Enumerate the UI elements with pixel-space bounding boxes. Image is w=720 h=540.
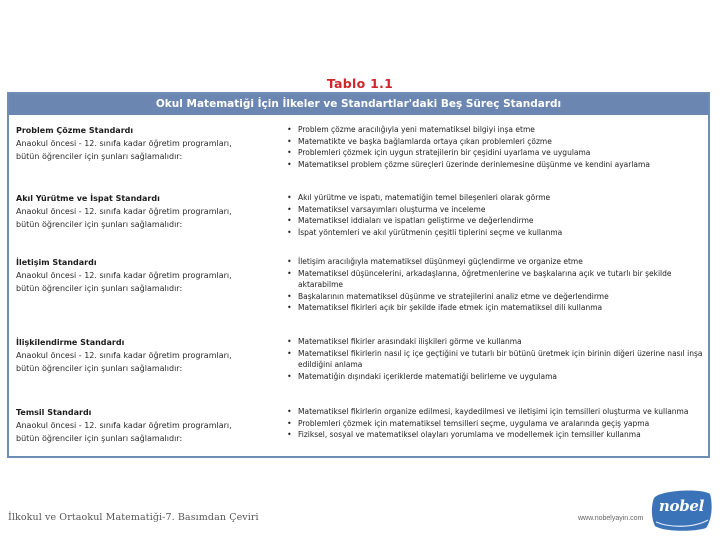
bullet-icon: •: [287, 291, 292, 301]
standard-title: Problem Çözme Standardı: [16, 126, 134, 135]
standard-desc-line: bütün öğrenciler için şunları sağlamalıdır:: [16, 364, 183, 373]
goal-item: [285, 147, 703, 159]
standard-goals-list: [285, 406, 703, 441]
goal-text: Matematiksel varsayımları oluşturma ve inceleme: [298, 204, 486, 214]
goal-text: Problemleri çözmek için matematiksel temsilleri seçme, uygulama ve aralarında geçiş yapma: [298, 418, 650, 428]
bullet-icon: •: [287, 268, 292, 278]
standard-desc-line: Anaokul öncesi - 12. sınıfa kadar öğretim programları,: [16, 271, 232, 280]
standard-desc-line: Anaokul öncesi - 12. sınıfa kadar öğretim programları,: [16, 207, 232, 216]
standard-left-cell: [16, 124, 284, 163]
standard-desc-line: Anaokul öncesi - 12. sınıfa kadar öğretim programları,: [16, 351, 232, 360]
goal-item: [285, 136, 703, 148]
standard-title: İletişim Standardı: [16, 258, 97, 267]
goal-item: [285, 348, 703, 371]
standard-left-cell: [16, 406, 284, 445]
goal-item: [285, 336, 703, 348]
bullet-icon: •: [287, 430, 292, 439]
standard-goals-list: [285, 256, 703, 314]
goal-item: [285, 268, 703, 291]
goal-item: [285, 204, 703, 216]
bullet-icon: •: [287, 418, 292, 428]
goal-item: [285, 192, 703, 204]
goal-item: [285, 124, 703, 136]
goal-item: [285, 215, 703, 227]
standard-desc-line: Anaokul öncesi - 12. sınıfa kadar öğretim programları,: [16, 139, 232, 148]
standard-desc-line: bütün öğrenciler için şunları sağlamalıdır:: [16, 152, 183, 161]
bullet-icon: •: [287, 348, 292, 358]
standard-left-cell: [16, 256, 284, 295]
goal-text: Problem çözme aracılığıyla yeni matematiksel bilgiyi inşa etme: [298, 125, 535, 134]
standard-goals-list: [285, 192, 703, 238]
goal-item: [285, 302, 703, 314]
standard-title: Temsil Standardı: [16, 408, 92, 417]
goal-item: [285, 371, 703, 383]
standards-table: [7, 92, 710, 458]
goal-item: [285, 406, 703, 418]
goal-text: Matematikte ve başka bağlamlarda ortaya çıkan problemleri çözme: [298, 136, 552, 146]
goal-text: Matematiksel iddiaları ve ispatları geliştirme ve değerlendirme: [298, 216, 534, 225]
goal-text: Matematiksel fikirleri açık bir şekilde ifade etmek için matematiksel dili kullanma: [298, 303, 603, 312]
book-title-footer: İlkokul ve Ortaokul Matematiği-7. Basımdan Çeviri: [8, 512, 259, 523]
goal-text: Matematiksel fikirler arasındaki ilişkileri görme ve kullanma: [298, 337, 522, 346]
standard-desc-line: bütün öğrenciler için şunları sağlamalıdır:: [16, 434, 183, 443]
bullet-icon: •: [287, 125, 292, 134]
logo-text: nobel: [658, 497, 705, 515]
goal-text: Başkalarının matematiksel düşünme ve stratejilerini analiz etme ve değerlendirme: [298, 291, 609, 301]
goal-text: Matematiksel problem çözme süreçleri üzerinde derinlemesine düşünme ve kendini ayarlama: [298, 159, 650, 169]
bullet-icon: •: [287, 303, 292, 312]
goal-text: Matematiksel fikirlerin organize edilmesi, kaydedilmesi ve iletişimi için temsilleri oluşturma ve kullanma: [298, 407, 689, 416]
bullet-icon: •: [287, 407, 292, 416]
standard-desc-line: bütün öğrenciler için şunları sağlamalıdır:: [16, 284, 183, 293]
standard-title: İlişkilendirme Standardı: [16, 338, 125, 347]
goal-item: [285, 418, 703, 430]
bullet-icon: •: [287, 216, 292, 225]
table-caption: Tablo 1.1: [326, 76, 394, 91]
bullet-icon: •: [287, 371, 292, 381]
goal-text: Fiziksel, sosyal ve matematiksel olayları yorumlama ve modellemek için temsiller kullanma: [298, 430, 641, 439]
goal-item: [285, 291, 703, 303]
goal-text: İspat yöntemleri ve akıl yürütmenin çeşitli tiplerini seçme ve kullanma: [298, 227, 563, 237]
bullet-icon: •: [287, 159, 292, 169]
bullet-icon: •: [287, 193, 292, 202]
bullet-icon: •: [287, 337, 292, 346]
goal-item: [285, 227, 703, 239]
goal-item: [285, 256, 703, 268]
table-header: Okul Matematiği İçin İlkeler ve Standartlar'daki Beş Süreç Standardı: [9, 94, 708, 115]
goal-text: Akıl yürütme ve ispatı, matematiğin temel bileşenleri olarak görme: [298, 193, 551, 202]
goal-text: İletişim aracılığıyla matematiksel düşünmeyi güçlendirme ve organize etme: [298, 257, 583, 266]
bullet-icon: •: [287, 136, 292, 146]
bullet-icon: •: [287, 227, 292, 237]
goal-text: Matematiksel fikirlerin nasıl iç içe geçtiğini ve tutarlı bir bütünü üretmek için birinin diğeri üzerine nasıl inşa edildiğini anlama: [298, 348, 703, 369]
standard-goals-list: [285, 336, 703, 382]
publisher-url[interactable]: www.nobelyayin.com: [578, 515, 644, 522]
standard-goals-list: [285, 124, 703, 170]
standard-desc-line: bütün öğrenciler için şunları sağlamalıdır:: [16, 220, 183, 229]
goal-text: Problemleri çözmek için uygun stratejilerin bir çeşidini uyarlama ve uygulama: [298, 148, 591, 157]
standard-desc-line: Anaokul öncesi - 12. sınıfa kadar öğretim programları,: [16, 421, 232, 430]
goal-item: [285, 429, 703, 441]
goal-item: [285, 159, 703, 171]
standard-title: Akıl Yürütme ve İspat Standardı: [16, 194, 160, 203]
bullet-icon: •: [287, 204, 292, 214]
goal-text: Matematiksel düşüncelerini, arkadaşlarına, öğretmenlerine ve başkalarına açık ve tutarlı bir şekilde aktarabilme: [298, 268, 672, 289]
standard-left-cell: [16, 192, 284, 231]
bullet-icon: •: [287, 257, 292, 266]
standard-left-cell: [16, 336, 284, 375]
bullet-icon: •: [287, 148, 292, 157]
goal-text: Matematiğin dışındaki içeriklerde matematiği belirleme ve uygulama: [298, 371, 557, 381]
nobel-logo-icon: [650, 488, 713, 532]
